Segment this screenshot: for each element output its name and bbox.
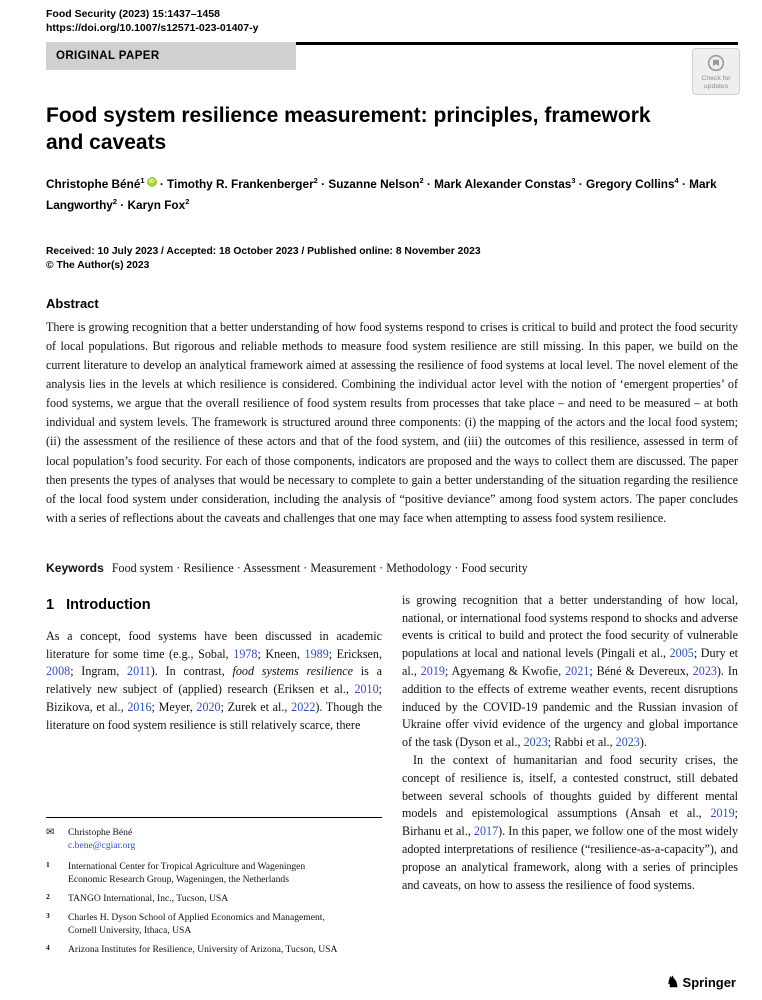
correspondence-block — [46, 826, 382, 852]
author-separator: · — [423, 176, 435, 191]
copyright-line: © The Author(s) 2023 — [46, 259, 150, 271]
author-name: Suzanne Nelson$^2$ — [328, 176, 424, 191]
author-separator: · — [317, 176, 329, 191]
affiliation-item — [46, 911, 382, 937]
author-name: Karyn Fox$^2$ — [127, 197, 190, 213]
citation-link[interactable]: 2023 — [615, 735, 640, 750]
left-column — [46, 590, 382, 962]
author-separator: · — [678, 176, 690, 191]
orcid-icon[interactable]: iD — [147, 177, 157, 187]
corresponding-author-name: Christophe Béné — [68, 826, 133, 838]
citation-link[interactable]: 2016 — [127, 700, 152, 715]
article-title: Food system resilience measurement: principles, framework and caveats — [46, 104, 651, 154]
journal-reference: Food Security (2023) 15:1437–1458 — [46, 8, 220, 20]
citation-link[interactable]: 2005 — [669, 646, 694, 661]
citation-link[interactable]: 2020 — [196, 700, 221, 715]
citation-link[interactable]: 2010 — [354, 682, 379, 697]
springer-knight-icon: ♞ — [666, 974, 680, 991]
check-for-updates-label: Check for updates — [701, 75, 731, 90]
intro-paragraph-continued: is growing recognition that a better understanding of how local, national, or international food systems respond to shocks and adverse events is critical to build and protect the food security of vulnerable populations at local and national levels (Pingali et al., 2005; Dury et al., 2019; Agyemang & Kwofie, 2021; Béné & Devereux, 2023). In addition to the effects of extreme weather events, recent disruptions induced by the COVID-19 pandemic and the Russian invasion of Ukraine offer vivid evidence of the urgency and global importance of the task (Dyson et al., 2023; Rabbi et al., 2023). — [402, 592, 738, 750]
abstract-section — [46, 296, 738, 528]
keywords-text: Food system · Resilience · Assessment · Measurement · Methodology · Food security — [111, 560, 528, 575]
doi-link[interactable]: https://doi.org/10.1007/s12571-023-01407-y — [46, 22, 259, 34]
citation-link[interactable]: 2022 — [291, 700, 316, 715]
citation-link[interactable]: 2019 — [710, 806, 735, 821]
author-separator: · — [575, 176, 587, 191]
springer-wordmark: Springer — [682, 975, 736, 990]
citation-link[interactable]: 2021 — [565, 664, 590, 679]
citation-link[interactable]: 2011 — [127, 664, 151, 679]
author-name: Gregory Collins$^4$ — [586, 176, 679, 191]
citation-link[interactable]: 1989 — [304, 646, 329, 661]
affiliation-number: 4 — [46, 942, 50, 952]
section-heading-introduction — [46, 596, 382, 614]
journal-header — [46, 7, 738, 35]
citation-link[interactable]: 1978 — [233, 646, 258, 661]
keywords-line — [46, 560, 738, 576]
affiliation-text: TANGO International, Inc., Tucson, USA — [68, 892, 229, 904]
crossmark-icon — [706, 53, 726, 73]
affiliation-text: Charles H. Dyson School of Applied Economics and Management, Cornell University, Ithaca, USA — [68, 911, 325, 936]
authors-line — [46, 172, 738, 215]
affiliation-text: Arizona Institutes for Resilience, University of Arizona, Tucson, USA — [68, 943, 338, 955]
abstract-body: There is growing recognition that a better understanding of how food systems respond to crises is critical to build and protect the food security of local populations. But rigorous and reliable methods to measure food system resilience are still missing. In this paper, we build on the current literature to develop an analytical framework aimed at assessing the resilience of food systems at local level. The novel element of the analysis lies in the levels at which resilience is considered. Combining the individual actor level with the notion of ‘emergent properties’ of food systems, we argue that the overall resilience of food system results from processes that take place – and need to be measured – at both individual and system levels. The framework is structured around three components: (i) the mapping of the actors and the local food system; (ii) the assessment of the resilience of these actors and that of the food system, and (iii) the outcomes of this resilience, assessed in term of local population’s food security. For each of those components, indicators are proposed and the ways to collect them are discussed. The paper then presents the types of analyses that would be necessary to complete to gain a better understanding of the situation regarding the resilience of the local food system under consideration, including the analysis of “positive deviance” among food system actors. The paper concludes with a series of reflections about the caveats and challenges that one may face when attempting to assess food system resilience. — [46, 319, 738, 525]
author-separator: · — [156, 176, 168, 191]
citation-link[interactable]: 2017 — [473, 824, 499, 839]
author-separator: · — [117, 198, 128, 213]
affiliation-number: 1 — [46, 859, 50, 869]
section-title: Introduction — [66, 596, 151, 613]
abstract-heading: Abstract — [46, 295, 99, 311]
author-name: Timothy R. Frankenberger$^2$ — [167, 176, 318, 191]
author-name: Mark Alexander Constas$^3$ — [434, 176, 576, 191]
citation-link[interactable]: 2019 — [420, 664, 445, 679]
corresponding-author-email[interactable]: c.bene@cgiar.org — [68, 839, 136, 851]
footnotes-block — [46, 817, 382, 962]
affiliation-text: International Center for Tropical Agriculture and Wageningen Economic Research Group, Wageningen, the Netherlands — [68, 860, 306, 885]
affiliation-item — [46, 943, 382, 956]
citation-link[interactable]: 2008 — [46, 664, 71, 679]
author-name: Mark Langworthy$^2$ — [46, 176, 717, 213]
affiliation-number: 2 — [46, 891, 50, 901]
article-type-banner: ORIGINAL PAPER — [46, 42, 296, 70]
article-type-band — [46, 42, 738, 70]
affiliation-item — [46, 860, 382, 886]
springer-logo — [666, 975, 736, 990]
section-number: 1 — [46, 596, 55, 613]
received-accepted-line: Received: 10 July 2023 / Accepted: 18 October 2023 / Published online: 8 November 2023 — [46, 245, 481, 257]
header-rule — [296, 42, 738, 45]
right-column — [402, 590, 738, 962]
check-for-updates-badge[interactable] — [692, 48, 740, 95]
citation-link[interactable]: 2023 — [692, 664, 717, 679]
article-history — [46, 245, 738, 273]
envelope-icon: ✉ — [46, 826, 55, 838]
intro-paragraph-2: In the context of humanitarian and food security crises, the concept of resilience is, itself, a contested construct, still debated between several schools of thoughts guided by different mental models and epistemological assumptions (Ansah et al., 2019; Birhanu et al., 2017). In this paper, we follow one of the most widely adopted interpretations of resilience (“resilience-as-a-capacity”), and propose an analytical framework, along with a series of principles and caveats, on how to assess the resilience of food systems. — [402, 753, 738, 892]
intro-paragraph: As a concept, food systems have been discussed in academic literature for some time (e.g., Sobal, 1978; Kneen, 1989; Ericksen, 2008; Ingram, 2011). In contrast, food systems resilience is a relatively new subject of (applied) research (Eriksen et al., 2010; Bizikova, et al., 2016; Meyer, 2020; Zurek et al., 2022). Though the literature on food system resilience is still relatively scarce, there — [46, 628, 383, 732]
affiliation-item — [46, 892, 382, 905]
author-name: Christophe Béné$^1$ iD — [46, 177, 157, 191]
affiliation-number: 3 — [46, 910, 50, 920]
two-column-body — [46, 590, 738, 962]
keywords-label: Keywords — [46, 560, 104, 575]
citation-link[interactable]: 2023 — [523, 735, 548, 750]
